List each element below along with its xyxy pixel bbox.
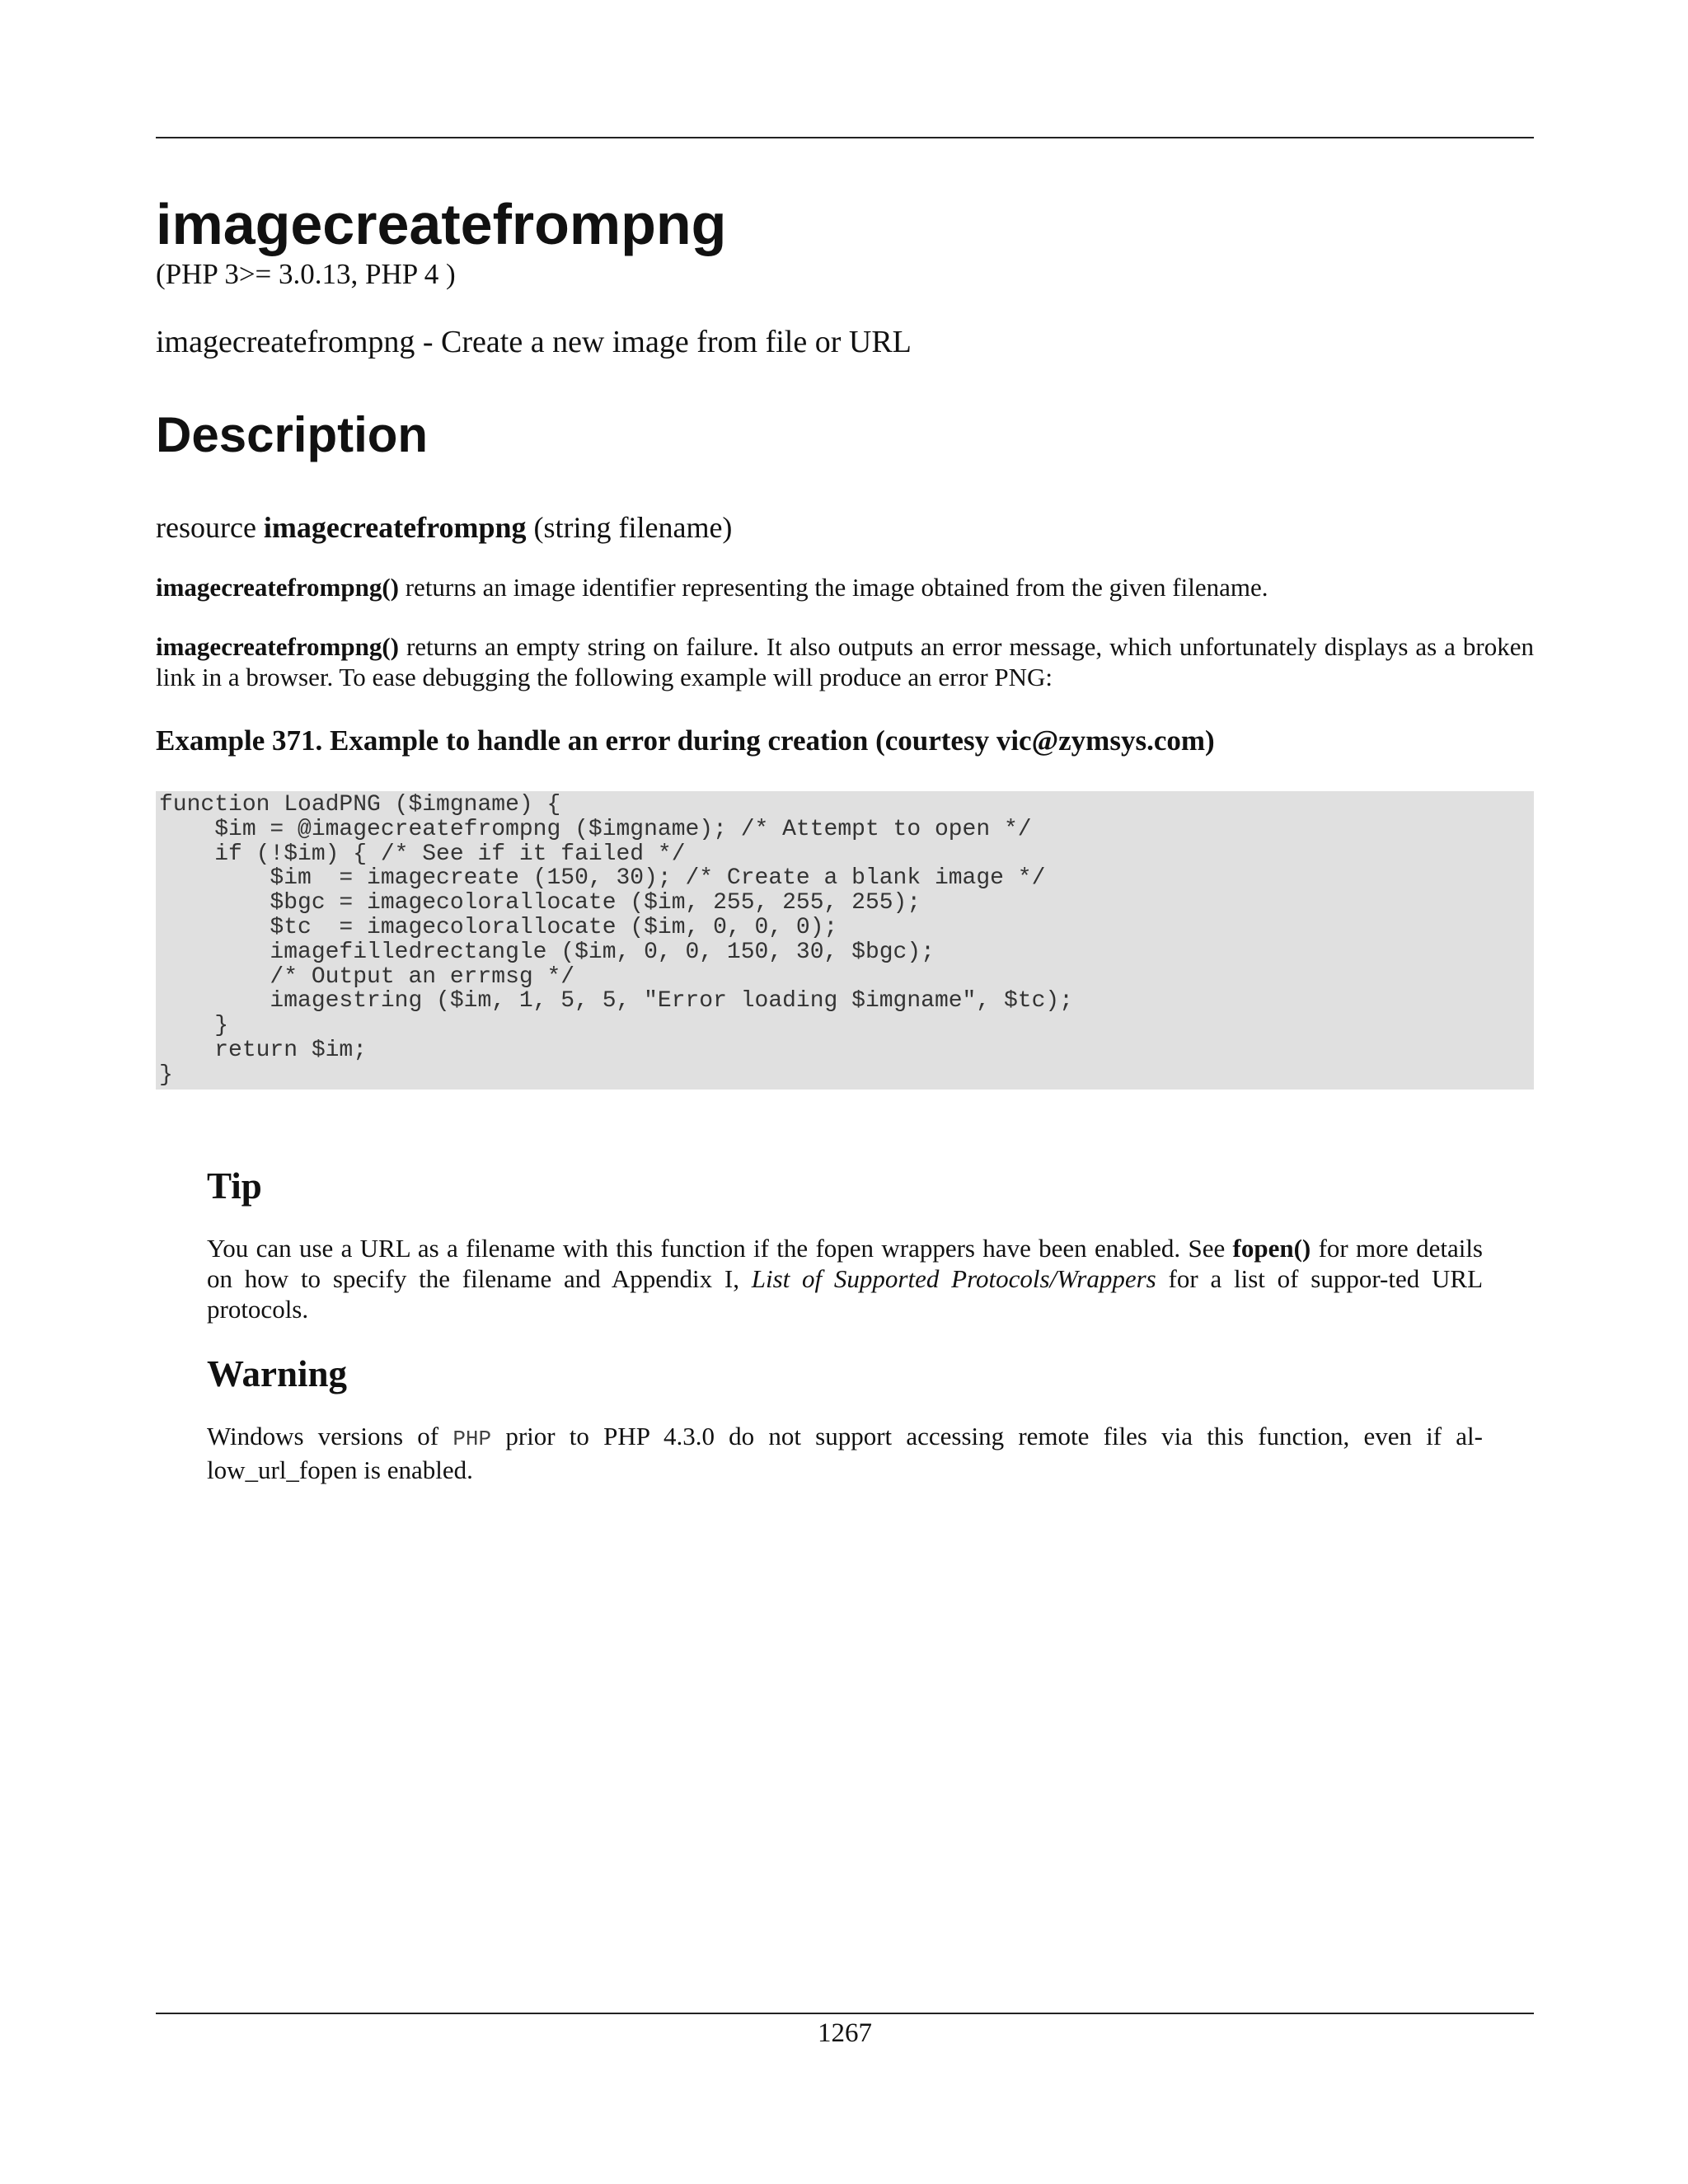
code-line: } [159, 1062, 173, 1088]
warning-heading: Warning [207, 1353, 348, 1394]
footer-rule [156, 2013, 1534, 2014]
code-line: imagefilledrectangle ($im, 0, 0, 150, 30, $bgc); [159, 939, 935, 965]
synopsis-params: (string filename) [533, 511, 733, 544]
header-rule [156, 137, 1534, 138]
code-line: $bgc = imagecolorallocate ($im, 255, 255, 255); [159, 890, 921, 916]
tip-text-middle: for more details on how to specify the filename and Appendix I, [207, 1234, 1483, 1293]
code-block [156, 791, 1534, 1090]
description-paragraph-2 [156, 631, 1534, 692]
code-line: $tc = imagecolorallocate ($im, 0, 0, 0); [159, 914, 838, 940]
description-heading: Description [156, 407, 429, 462]
warning-text-after: prior to PHP 4.3.0 do not support accessing remote files via this function, even if al-low_url_fopen is enabled. [207, 1422, 1483, 1484]
page-title: imagecreatefrompng [156, 192, 727, 256]
code-line: $im = @imagecreatefrompng ($imgname); /* Attempt to open */ [159, 816, 1032, 842]
ref-purpose: imagecreatefrompng - Create a new image from file or URL [156, 325, 912, 359]
tip-text [207, 1233, 1483, 1324]
tip-text-before: You can use a URL as a filename with this function if the fopen wrappers have been enabled. See [207, 1234, 1233, 1263]
tip-heading: Tip [207, 1165, 262, 1207]
function-synopsis [156, 509, 732, 546]
function-ref[interactable]: imagecreatefrompng() [156, 632, 399, 661]
code-line: } [159, 1013, 229, 1039]
code-line: function LoadPNG ($imgname) { [159, 792, 561, 818]
code-line: $im = imagecreate (150, 30); /* Create a blank image */ [159, 865, 1046, 892]
version-info: (PHP 3>= 3.0.13, PHP 4 ) [156, 258, 456, 290]
php-acronym: PHP [452, 1427, 492, 1451]
appendix-link[interactable]: List of Supported Protocols/Wrappers [751, 1264, 1156, 1293]
example-title: Example 371. Example to handle an error during creation (courtesy vic@zymsys.com) [156, 724, 1215, 757]
document-page [156, 0, 1534, 2184]
warning-text [207, 1421, 1483, 1485]
page-number: 1267 [818, 2018, 872, 2048]
function-ref[interactable]: imagecreatefrompng() [156, 573, 399, 602]
synopsis-function-name: imagecreatefrompng [263, 511, 527, 544]
description-paragraph-1 [156, 572, 1534, 602]
code-line: /* Output an errmsg */ [159, 963, 575, 990]
code-line: return $im; [159, 1037, 368, 1063]
synopsis-return-type: resource [156, 511, 256, 544]
tip-text-after: for a list of suppor-ted URL protocols. [207, 1264, 1484, 1324]
fopen-link[interactable]: fopen() [1232, 1234, 1311, 1263]
code-line: if (!$im) { /* See if it failed */ [159, 841, 686, 867]
paragraph-text: returns an image identifier representing the image obtained from the given filename. [398, 573, 1268, 602]
paragraph-text: returns an empty string on failure. It also outputs an error message, which unfortunately displays as a broken link in a browser. To ease debugging the following example will produce an error PNG: [156, 632, 1534, 691]
code-line: imagestring ($im, 1, 5, 5, "Error loading $imgname", $tc); [159, 988, 1073, 1015]
warning-text-before: Windows versions of [207, 1422, 453, 1451]
